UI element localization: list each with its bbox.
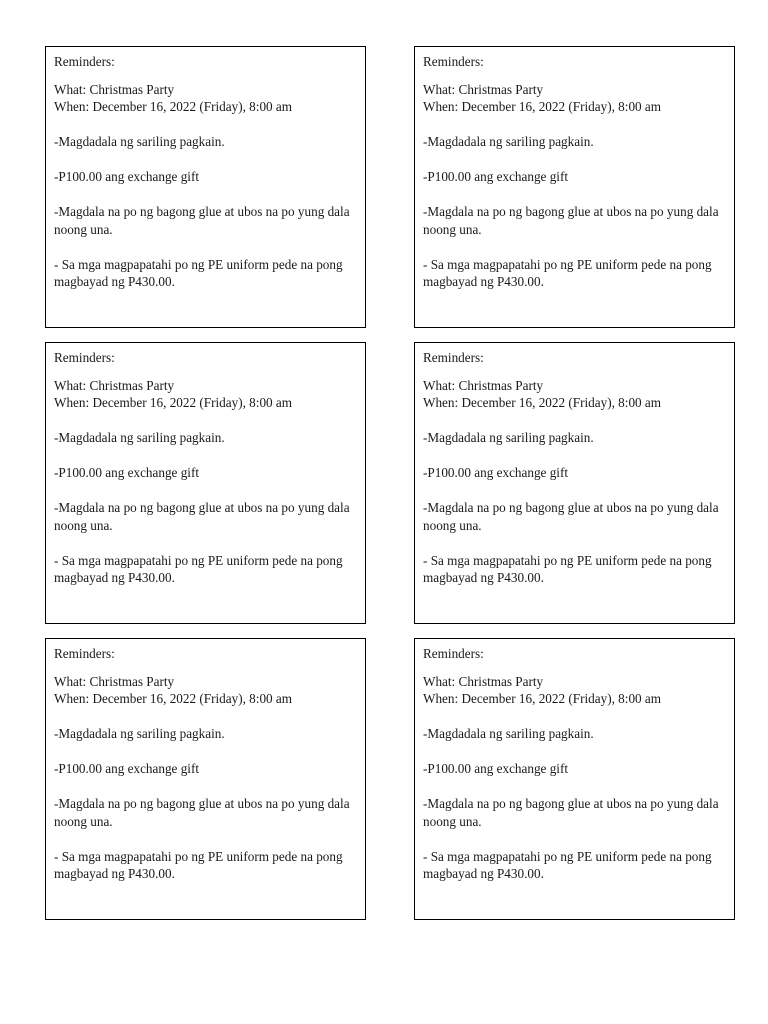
reminder-item: - Sa mga magpapatahi po ng PE uniform pede na pong magbayad ng P430.00. bbox=[54, 848, 343, 881]
reminder-item: -Magdala na po ng bagong glue at ubos na po yung dala noong una. bbox=[423, 796, 719, 829]
event-details bbox=[423, 81, 726, 116]
reminder-item: -Magdadala ng sariling pagkain. bbox=[54, 134, 225, 149]
reminder-item: - Sa mga magpapatahi po ng PE uniform pede na pong magbayad ng P430.00. bbox=[423, 552, 712, 585]
reminder-item: - Sa mga magpapatahi po ng PE uniform pede na pong magbayad ng P430.00. bbox=[423, 848, 712, 881]
card-heading: Reminders: bbox=[54, 54, 115, 69]
event-what: What: Christmas Party bbox=[54, 673, 175, 689]
reminder-card bbox=[414, 46, 735, 328]
event-what: What: Christmas Party bbox=[423, 377, 544, 393]
card-heading: Reminders: bbox=[423, 54, 484, 69]
event-when: When: December 16, 2022 (Friday), 8:00 am bbox=[423, 395, 662, 410]
event-details bbox=[54, 81, 357, 116]
reminder-item: -Magdala na po ng bagong glue at ubos na po yung dala noong una. bbox=[54, 204, 350, 237]
reminder-item: -Magdadala ng sariling pagkain. bbox=[423, 134, 594, 149]
card-heading: Reminders: bbox=[54, 646, 115, 661]
reminder-item: -P100.00 ang exchange gift bbox=[423, 465, 569, 480]
event-details bbox=[423, 673, 726, 708]
event-when: When: December 16, 2022 (Friday), 8:00 am bbox=[54, 395, 293, 410]
event-what: What: Christmas Party bbox=[54, 81, 175, 97]
reminder-item: -Magdadala ng sariling pagkain. bbox=[54, 726, 225, 741]
event-what: What: Christmas Party bbox=[423, 81, 544, 97]
reminder-item: - Sa mga magpapatahi po ng PE uniform pede na pong magbayad ng P430.00. bbox=[54, 256, 343, 289]
event-when: When: December 16, 2022 (Friday), 8:00 am bbox=[54, 99, 293, 114]
event-details bbox=[423, 377, 726, 412]
reminder-item: -Magdadala ng sariling pagkain. bbox=[423, 430, 594, 445]
event-when: When: December 16, 2022 (Friday), 8:00 am bbox=[423, 99, 662, 114]
reminder-item: -P100.00 ang exchange gift bbox=[423, 761, 569, 776]
event-when: When: December 16, 2022 (Friday), 8:00 am bbox=[423, 691, 662, 706]
event-what: What: Christmas Party bbox=[54, 377, 175, 393]
reminder-item: -P100.00 ang exchange gift bbox=[423, 169, 569, 184]
reminder-item: -Magdala na po ng bagong glue at ubos na po yung dala noong una. bbox=[54, 500, 350, 533]
event-details bbox=[54, 377, 357, 412]
reminder-item: -P100.00 ang exchange gift bbox=[54, 169, 200, 184]
reminder-item: -Magdala na po ng bagong glue at ubos na po yung dala noong una. bbox=[423, 204, 719, 237]
event-details bbox=[54, 673, 357, 708]
reminder-item: -P100.00 ang exchange gift bbox=[54, 465, 200, 480]
card-heading: Reminders: bbox=[423, 646, 484, 661]
event-when: When: December 16, 2022 (Friday), 8:00 am bbox=[54, 691, 293, 706]
reminder-item: -P100.00 ang exchange gift bbox=[54, 761, 200, 776]
card-heading: Reminders: bbox=[423, 350, 484, 365]
reminder-card bbox=[45, 46, 366, 328]
reminder-item: - Sa mga magpapatahi po ng PE uniform pede na pong magbayad ng P430.00. bbox=[54, 552, 343, 585]
reminder-item: -Magdala na po ng bagong glue at ubos na po yung dala noong una. bbox=[54, 796, 350, 829]
reminder-card bbox=[45, 342, 366, 624]
reminder-card bbox=[414, 638, 735, 920]
reminder-item: -Magdala na po ng bagong glue at ubos na po yung dala noong una. bbox=[423, 500, 719, 533]
reminder-card bbox=[45, 638, 366, 920]
reminder-item: - Sa mga magpapatahi po ng PE uniform pede na pong magbayad ng P430.00. bbox=[423, 256, 712, 289]
event-what: What: Christmas Party bbox=[423, 673, 544, 689]
reminder-card bbox=[414, 342, 735, 624]
reminder-item: -Magdadala ng sariling pagkain. bbox=[423, 726, 594, 741]
card-heading: Reminders: bbox=[54, 350, 115, 365]
reminder-item: -Magdadala ng sariling pagkain. bbox=[54, 430, 225, 445]
